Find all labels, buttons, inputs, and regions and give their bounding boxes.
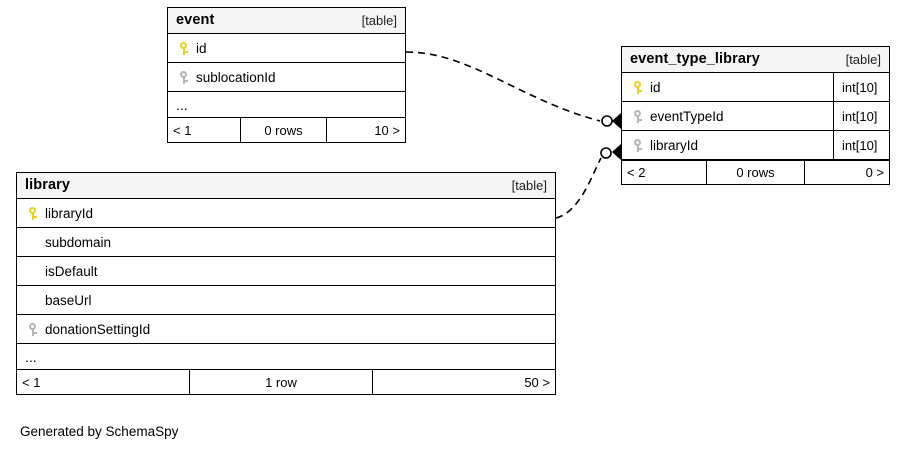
column-name: isDefault [45,263,98,279]
column-name: eventTypeId [650,108,724,124]
column-name: libraryId [650,137,699,153]
column-name: id [650,79,661,95]
footer-child-count[interactable]: 0 > [865,165,884,180]
more-columns-indicator: ... [168,92,405,118]
column-name: sublocationId [196,69,276,85]
table-row[interactable] [168,63,405,92]
footer-parent-count[interactable]: < 1 [22,374,41,390]
table-row[interactable] [17,315,555,344]
footer-parent-count[interactable]: < 2 [627,165,646,180]
table-row[interactable] [168,34,405,63]
table-event-type-library[interactable] [621,46,890,185]
table-event-type-library-title: event_type_library [630,51,760,67]
foreign-key-icon [176,71,192,84]
table-event-header [168,8,405,34]
column-type: int[10] [833,131,889,159]
column-name: id [196,40,207,56]
footer-row-count: 1 row [189,370,373,394]
edge-endpoint-circle [601,148,611,158]
table-library-header [17,173,555,199]
foreign-key-icon [25,323,41,336]
table-row[interactable] [622,131,889,160]
table-event-type-library-footer [622,160,889,184]
column-type: int[10] [833,102,889,130]
primary-key-icon [176,42,192,55]
primary-key-icon [25,207,41,220]
footer-child-count[interactable]: 50 > [524,374,550,390]
table-event[interactable] [167,7,406,143]
table-event-footer [168,118,405,142]
footer-row-count: 0 rows [240,118,327,142]
table-row[interactable] [17,286,555,315]
edge-endpoint-circle [602,116,612,126]
edge-library-to-event-type-library [556,158,601,218]
generated-by-label: Generated by SchemaSpy [20,424,179,439]
footer-child-count[interactable]: 10 > [374,122,400,138]
table-library-title: library [25,177,71,193]
primary-key-icon [630,81,646,94]
crowsfoot-marker [612,113,621,129]
column-name: donationSettingId [45,321,151,337]
table-row[interactable] [17,199,555,228]
table-library-tag: [table] [511,177,547,193]
table-row[interactable] [622,73,889,102]
table-row[interactable] [622,102,889,131]
table-library-footer [17,370,555,394]
column-type: int[10] [833,73,889,101]
table-row[interactable] [17,228,555,257]
more-columns-indicator: ... [17,344,555,370]
column-name: libraryId [45,205,94,221]
footer-row-count: 0 rows [706,161,805,184]
table-library[interactable] [16,172,556,395]
foreign-key-icon [630,110,646,123]
table-event-title: event [176,12,215,28]
crowsfoot-marker [612,144,621,160]
foreign-key-icon [630,139,646,152]
edge-event-to-event-type-library [406,52,600,121]
column-name: subdomain [45,234,112,250]
column-name: baseUrl [45,292,92,308]
table-row[interactable] [17,257,555,286]
table-event-tag: [table] [361,12,397,28]
footer-parent-count[interactable]: < 1 [173,122,192,138]
table-event-type-library-tag: [table] [845,51,881,67]
table-event-type-library-header [622,47,889,73]
